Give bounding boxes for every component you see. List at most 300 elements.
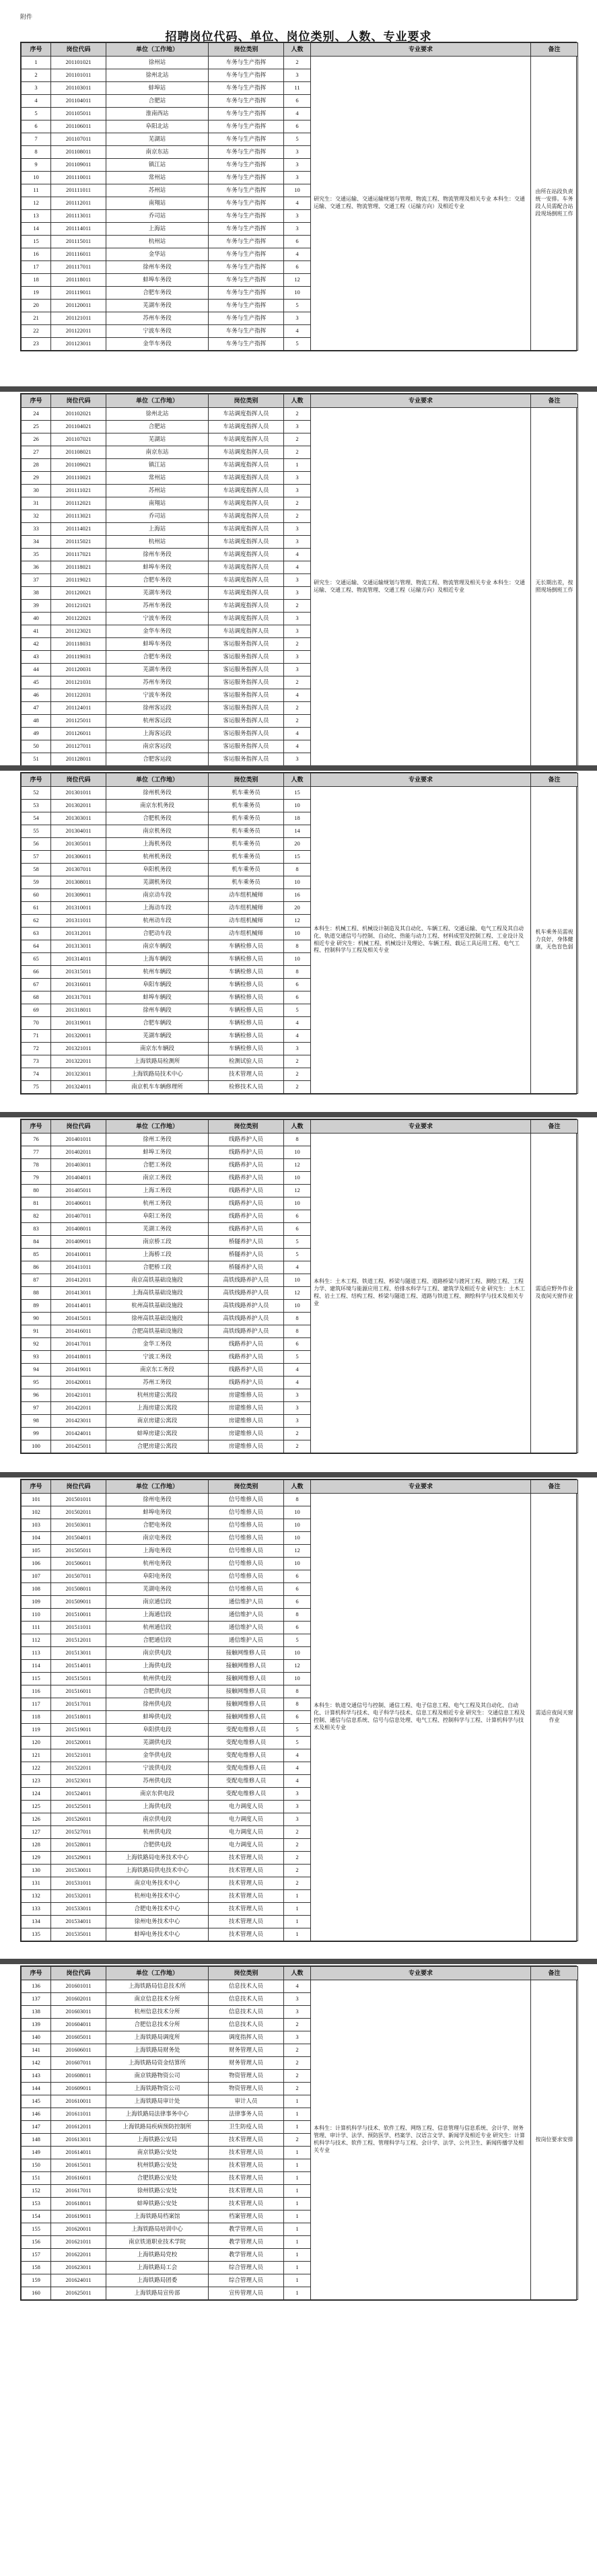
cell-unit: 南京电务技术中心 xyxy=(106,1877,209,1890)
cell-seq: 57 xyxy=(22,851,51,864)
cell-unit: 芜湖机务段 xyxy=(106,876,209,889)
cell-position-type: 机车乘务员 xyxy=(209,812,284,825)
cell-headcount: 1 xyxy=(284,1903,311,1916)
cell-position-type: 线路养护人员 xyxy=(209,1172,284,1185)
cell-headcount: 5 xyxy=(284,300,311,312)
cell-headcount: 1 xyxy=(284,2172,311,2185)
cell-headcount: 3 xyxy=(284,146,311,159)
cell-seq: 35 xyxy=(22,549,51,561)
cell-position-code: 201612011 xyxy=(51,2121,106,2134)
cell-seq: 113 xyxy=(22,1647,51,1660)
cell-headcount: 8 xyxy=(284,1685,311,1698)
cell-position-code: 201613011 xyxy=(51,2134,106,2147)
cell-unit: 合肥电务段 xyxy=(106,1519,209,1532)
cell-position-type: 车站调度指挥人员 xyxy=(209,497,284,510)
cell-position-type: 线路养护人员 xyxy=(209,1364,284,1377)
page-separator xyxy=(0,1959,597,1964)
cell-position-type: 通信维护人员 xyxy=(209,1596,284,1609)
cell-position-type: 车务与生产指挥 xyxy=(209,133,284,146)
cell-unit: 上海站 xyxy=(106,523,209,536)
cell-headcount: 3 xyxy=(284,69,311,82)
cell-position-code: 201110011 xyxy=(51,172,106,184)
cell-seq: 76 xyxy=(22,1134,51,1146)
cell-position-code: 201420011 xyxy=(51,1377,106,1389)
cell-position-code: 201127011 xyxy=(51,740,106,753)
header-position-type: 岗位类别 xyxy=(209,773,284,787)
cell-seq: 68 xyxy=(22,991,51,1004)
cell-headcount: 4 xyxy=(284,1364,311,1377)
cell-position-code: 201111011 xyxy=(51,184,106,197)
cell-position-type: 变配电维修人员 xyxy=(209,1762,284,1775)
cell-seq: 155 xyxy=(22,2223,51,2236)
cell-position-code: 201425011 xyxy=(51,1440,106,1453)
cell-position-code: 201104021 xyxy=(51,421,106,433)
cell-position-type: 通信维护人员 xyxy=(209,1634,284,1647)
cell-position-code: 201617011 xyxy=(51,2185,106,2198)
cell-headcount: 3 xyxy=(284,625,311,638)
cell-unit: 南京东机务段 xyxy=(106,800,209,812)
cell-seq: 48 xyxy=(22,715,51,728)
cell-seq: 112 xyxy=(22,1634,51,1647)
cell-position-type: 信号维修人员 xyxy=(209,1583,284,1596)
cell-headcount: 5 xyxy=(284,133,311,146)
cell-seq: 39 xyxy=(22,600,51,613)
cell-headcount: 4 xyxy=(284,740,311,753)
cell-position-code: 201118021 xyxy=(51,561,106,574)
cell-position-code: 201622011 xyxy=(51,2249,106,2262)
cell-seq: 6 xyxy=(22,120,51,133)
cell-unit: 杭州铁路公安处 xyxy=(106,2159,209,2172)
cell-position-type: 车务与生产指挥 xyxy=(209,287,284,300)
cell-unit: 徐州北站 xyxy=(106,408,209,421)
cell-headcount: 2 xyxy=(284,2134,311,2147)
cell-position-code: 201313011 xyxy=(51,940,106,953)
cell-seq: 96 xyxy=(22,1389,51,1402)
cell-headcount: 3 xyxy=(284,1043,311,1055)
header-unit: 单位（工作地） xyxy=(106,1480,209,1494)
cell-headcount: 20 xyxy=(284,902,311,915)
cell-unit: 杭州站 xyxy=(106,236,209,248)
cell-position-code: 201508011 xyxy=(51,1583,106,1596)
cell-seq: 21 xyxy=(22,312,51,325)
cell-seq: 24 xyxy=(22,408,51,421)
cell-headcount: 15 xyxy=(284,787,311,800)
cell-position-code: 201120031 xyxy=(51,664,106,676)
cell-position-code: 201514011 xyxy=(51,1660,106,1673)
cell-position-type: 车务与生产指挥 xyxy=(209,236,284,248)
cell-headcount: 6 xyxy=(284,95,311,108)
cell-position-code: 201534011 xyxy=(51,1916,106,1928)
cell-position-type: 法律事务人员 xyxy=(209,2108,284,2121)
cell-seq: 59 xyxy=(22,876,51,889)
cell-seq: 152 xyxy=(22,2185,51,2198)
cell-unit: 阜阳车辆段 xyxy=(106,979,209,991)
cell-seq: 111 xyxy=(22,1622,51,1634)
cell-position-code: 201519011 xyxy=(51,1724,106,1737)
cell-headcount: 2 xyxy=(284,1852,311,1865)
cell-seq: 44 xyxy=(22,664,51,676)
cell-position-type: 客运服务指挥人员 xyxy=(209,638,284,651)
cell-unit: 宁波工务段 xyxy=(106,1351,209,1364)
cell-seq: 142 xyxy=(22,2057,51,2070)
cell-seq: 154 xyxy=(22,2211,51,2223)
cell-headcount: 10 xyxy=(284,800,311,812)
cell-seq: 92 xyxy=(22,1338,51,1351)
recruitment-table xyxy=(21,1480,578,1941)
cell-position-code: 201306011 xyxy=(51,851,106,864)
cell-headcount: 5 xyxy=(284,1351,311,1364)
cell-seq: 55 xyxy=(22,825,51,838)
cell-unit: 上海铁路公安局 xyxy=(106,2134,209,2147)
cell-unit: 上海铁路局宣传部 xyxy=(106,2287,209,2300)
cell-seq: 160 xyxy=(22,2287,51,2300)
header-major-requirements: 专业要求 xyxy=(311,43,531,57)
cell-seq: 13 xyxy=(22,210,51,223)
cell-position-code: 201516011 xyxy=(51,1685,106,1698)
cell-unit: 上海铁路局审计处 xyxy=(106,2095,209,2108)
cell-unit: 上海供电段 xyxy=(106,1660,209,1673)
cell-seq: 123 xyxy=(22,1775,51,1788)
header-unit: 单位（工作地） xyxy=(106,394,209,408)
cell-unit: 合肥客运段 xyxy=(106,753,209,766)
cell-unit: 阜阳供电段 xyxy=(106,1724,209,1737)
cell-unit: 杭州站 xyxy=(106,536,209,549)
cell-headcount: 3 xyxy=(284,536,311,549)
cell-headcount: 3 xyxy=(284,574,311,587)
cell-position-type: 接触网维修人员 xyxy=(209,1660,284,1673)
cell-headcount: 1 xyxy=(284,1928,311,1941)
cell-position-code: 201107011 xyxy=(51,133,106,146)
cell-position-code: 201602011 xyxy=(51,1993,106,2006)
cell-headcount: 4 xyxy=(284,728,311,740)
cell-position-type: 桥隧养护人员 xyxy=(209,1236,284,1249)
cell-headcount: 1 xyxy=(284,1916,311,1928)
cell-seq: 148 xyxy=(22,2134,51,2147)
cell-unit: 蚌埠工务段 xyxy=(106,1146,209,1159)
cell-position-code: 201616011 xyxy=(51,2172,106,2185)
table-row xyxy=(22,1134,578,1146)
table-row xyxy=(22,1494,578,1506)
cell-position-type: 线路养护人员 xyxy=(209,1159,284,1172)
cell-unit: 蚌埠站 xyxy=(106,82,209,95)
cell-seq: 20 xyxy=(22,300,51,312)
cell-unit: 苏州车务段 xyxy=(106,600,209,613)
cell-unit: 上海铁路局党校 xyxy=(106,2249,209,2262)
cell-position-type: 审计人员 xyxy=(209,2095,284,2108)
cell-seq: 74 xyxy=(22,1068,51,1081)
cell-position-code: 201502011 xyxy=(51,1506,106,1519)
cell-unit: 乔司站 xyxy=(106,510,209,523)
cell-headcount: 12 xyxy=(284,1545,311,1558)
cell-position-code: 201601011 xyxy=(51,1980,106,1993)
cell-headcount: 4 xyxy=(284,549,311,561)
cell-unit: 苏州站 xyxy=(106,184,209,197)
cell-unit: 徐州车务段 xyxy=(106,549,209,561)
cell-position-code: 201302011 xyxy=(51,800,106,812)
cell-position-code: 201123011 xyxy=(51,338,106,351)
cell-unit: 南京供电段 xyxy=(106,1647,209,1660)
cell-headcount: 4 xyxy=(284,108,311,120)
cell-headcount: 1 xyxy=(284,2274,311,2287)
cell-position-type: 高铁线路养护人员 xyxy=(209,1325,284,1338)
cell-headcount: 8 xyxy=(284,864,311,876)
cell-unit: 合肥供电段 xyxy=(106,1685,209,1698)
cell-position-code: 201520011 xyxy=(51,1737,106,1749)
cell-headcount: 2 xyxy=(284,1877,311,1890)
cell-headcount: 3 xyxy=(284,2006,311,2019)
cell-position-type: 车务与生产指挥 xyxy=(209,108,284,120)
cell-seq: 17 xyxy=(22,261,51,274)
cell-seq: 43 xyxy=(22,651,51,664)
cell-headcount: 2 xyxy=(284,57,311,69)
cell-position-code: 201518011 xyxy=(51,1711,106,1724)
cell-headcount: 1 xyxy=(284,2185,311,2198)
cell-position-type: 车务与生产指挥 xyxy=(209,312,284,325)
cell-headcount: 8 xyxy=(284,1609,311,1622)
cell-unit: 蚌埠车辆段 xyxy=(106,991,209,1004)
cell-headcount: 4 xyxy=(284,1017,311,1030)
cell-position-code: 201122011 xyxy=(51,325,106,338)
cell-unit: 芜湖站 xyxy=(106,433,209,446)
cell-position-type: 车务与生产指挥 xyxy=(209,120,284,133)
table-page xyxy=(20,1119,577,1454)
cell-position-code: 201610011 xyxy=(51,2095,106,2108)
cell-position-type: 财务管理人员 xyxy=(209,2057,284,2070)
cell-seq: 28 xyxy=(22,459,51,472)
cell-unit: 南京供电段 xyxy=(106,1813,209,1826)
cell-seq: 140 xyxy=(22,2031,51,2044)
cell-headcount: 1 xyxy=(284,2262,311,2274)
cell-position-type: 接触网维修人员 xyxy=(209,1698,284,1711)
cell-position-type: 技术管理人员 xyxy=(209,2172,284,2185)
cell-headcount: 3 xyxy=(284,651,311,664)
cell-seq: 98 xyxy=(22,1415,51,1428)
cell-headcount: 2 xyxy=(284,1068,311,1081)
cell-position-code: 201109021 xyxy=(51,459,106,472)
cell-headcount: 10 xyxy=(284,184,311,197)
header-position-code: 岗位代码 xyxy=(51,773,106,787)
cell-position-code: 201620011 xyxy=(51,2223,106,2236)
cell-unit: 金华供电段 xyxy=(106,1749,209,1762)
cell-headcount: 3 xyxy=(284,1993,311,2006)
cell-seq: 108 xyxy=(22,1583,51,1596)
cell-position-code: 201111021 xyxy=(51,485,106,497)
cell-headcount: 1 xyxy=(284,2159,311,2172)
cell-position-code: 201618011 xyxy=(51,2198,106,2211)
cell-position-type: 车辆检修人员 xyxy=(209,1043,284,1055)
cell-position-type: 车务与生产指挥 xyxy=(209,95,284,108)
cell-position-code: 201623011 xyxy=(51,2262,106,2274)
cell-position-type: 技术管理人员 xyxy=(209,1903,284,1916)
cell-position-code: 201526011 xyxy=(51,1813,106,1826)
cell-headcount: 1 xyxy=(284,2147,311,2159)
recruitment-table xyxy=(21,1119,578,1453)
cell-headcount: 16 xyxy=(284,889,311,902)
cell-position-code: 201315011 xyxy=(51,966,106,979)
cell-unit: 合肥动车段 xyxy=(106,928,209,940)
cell-seq: 158 xyxy=(22,2262,51,2274)
cell-unit: 上海铁路局资金结算所 xyxy=(106,2057,209,2070)
cell-headcount: 3 xyxy=(284,159,311,172)
cell-unit: 杭州动车段 xyxy=(106,915,209,928)
cell-position-code: 201607011 xyxy=(51,2057,106,2070)
cell-position-type: 检修技术人员 xyxy=(209,1081,284,1094)
cell-position-code: 201107021 xyxy=(51,433,106,446)
cell-unit: 合肥供电段 xyxy=(106,1839,209,1852)
cell-unit: 宁波供电段 xyxy=(106,1762,209,1775)
cell-position-type: 信号维修人员 xyxy=(209,1506,284,1519)
cell-position-code: 201305011 xyxy=(51,838,106,851)
cell-seq: 16 xyxy=(22,248,51,261)
cell-seq: 67 xyxy=(22,979,51,991)
page-separator xyxy=(0,765,597,771)
cell-unit: 徐州车辆段 xyxy=(106,1004,209,1017)
cell-remarks: 按岗位要求安排 xyxy=(531,1980,578,2300)
cell-position-type: 机车乘务员 xyxy=(209,825,284,838)
cell-unit: 南京工务段 xyxy=(106,1172,209,1185)
cell-position-type: 车务与生产指挥 xyxy=(209,82,284,95)
cell-unit: 杭州信息技术分所 xyxy=(106,2006,209,2019)
header-unit: 单位（工作地） xyxy=(106,773,209,787)
cell-unit: 徐州车务段 xyxy=(106,261,209,274)
cell-headcount: 6 xyxy=(284,1596,311,1609)
cell-position-code: 201524011 xyxy=(51,1788,106,1801)
cell-seq: 144 xyxy=(22,2083,51,2095)
cell-seq: 29 xyxy=(22,472,51,485)
cell-headcount: 12 xyxy=(284,1159,311,1172)
cell-position-code: 201413011 xyxy=(51,1287,106,1300)
cell-unit: 南京桥工段 xyxy=(106,1236,209,1249)
cell-unit: 宁波车务段 xyxy=(106,613,209,625)
cell-position-type: 车辆检修人员 xyxy=(209,1030,284,1043)
cell-unit: 徐州工务段 xyxy=(106,1134,209,1146)
cell-seq: 79 xyxy=(22,1172,51,1185)
cell-seq: 86 xyxy=(22,1261,51,1274)
cell-position-type: 信号维修人员 xyxy=(209,1570,284,1583)
cell-headcount: 12 xyxy=(284,1185,311,1197)
header-seq: 序号 xyxy=(22,1480,51,1494)
cell-unit: 杭州机务段 xyxy=(106,851,209,864)
cell-unit: 阜阳机务段 xyxy=(106,864,209,876)
cell-headcount: 4 xyxy=(284,1377,311,1389)
cell-headcount: 10 xyxy=(284,876,311,889)
cell-seq: 110 xyxy=(22,1609,51,1622)
header-position-type: 岗位类别 xyxy=(209,1480,284,1494)
cell-position-type: 高铁线路养护人员 xyxy=(209,1313,284,1325)
cell-position-type: 车辆检修人员 xyxy=(209,1017,284,1030)
cell-major-requirements: 研究生：交通运输、交通运输规划与管理、物流工程、物流管理及相关专业 本科生：交通运输、交通工程、物流管理、交通工程（运输方向）及相近专业 xyxy=(311,408,531,766)
cell-position-type: 车站调度指挥人员 xyxy=(209,510,284,523)
table-header-row xyxy=(22,1120,578,1134)
cell-position-type: 机车乘务员 xyxy=(209,838,284,851)
cell-headcount: 5 xyxy=(284,1249,311,1261)
cell-unit: 合肥桥工段 xyxy=(106,1261,209,1274)
cell-position-code: 201311011 xyxy=(51,915,106,928)
attachment-label: 附件 xyxy=(20,13,33,20)
cell-unit: 宁波车务段 xyxy=(106,325,209,338)
cell-position-code: 201625011 xyxy=(51,2287,106,2300)
cell-seq: 153 xyxy=(22,2198,51,2211)
cell-position-code: 201421011 xyxy=(51,1389,106,1402)
cell-position-code: 201507011 xyxy=(51,1570,106,1583)
cell-position-code: 201423011 xyxy=(51,1415,106,1428)
cell-seq: 40 xyxy=(22,613,51,625)
cell-position-code: 201317011 xyxy=(51,991,106,1004)
cell-position-type: 车务与生产指挥 xyxy=(209,197,284,210)
cell-seq: 87 xyxy=(22,1274,51,1287)
cell-position-type: 技术管理人员 xyxy=(209,1890,284,1903)
header-unit: 单位（工作地） xyxy=(106,1967,209,1980)
cell-unit: 徐州机务段 xyxy=(106,787,209,800)
cell-headcount: 10 xyxy=(284,1673,311,1685)
cell-seq: 37 xyxy=(22,574,51,587)
header-remarks: 备注 xyxy=(531,43,578,57)
header-unit: 单位（工作地） xyxy=(106,43,209,57)
cell-seq: 139 xyxy=(22,2019,51,2031)
cell-position-code: 201104011 xyxy=(51,95,106,108)
cell-headcount: 3 xyxy=(284,753,311,766)
cell-unit: 合肥机务段 xyxy=(106,812,209,825)
cell-position-type: 物资管理人员 xyxy=(209,2070,284,2083)
cell-position-code: 201424011 xyxy=(51,1428,106,1440)
cell-unit: 徐州北站 xyxy=(106,69,209,82)
cell-unit: 苏州车务段 xyxy=(106,676,209,689)
cell-position-code: 201515011 xyxy=(51,1673,106,1685)
cell-position-code: 201119011 xyxy=(51,287,106,300)
cell-position-code: 201113021 xyxy=(51,510,106,523)
cell-unit: 芜湖车务段 xyxy=(106,664,209,676)
cell-headcount: 2 xyxy=(284,638,311,651)
cell-seq: 119 xyxy=(22,1724,51,1737)
cell-unit: 徐州供电段 xyxy=(106,1698,209,1711)
cell-unit: 金华车务段 xyxy=(106,625,209,638)
cell-seq: 32 xyxy=(22,510,51,523)
cell-unit: 南京动车段 xyxy=(106,889,209,902)
cell-position-code: 201119031 xyxy=(51,651,106,664)
cell-unit: 南京机务段 xyxy=(106,825,209,838)
cell-position-type: 调度指挥人员 xyxy=(209,2031,284,2044)
cell-position-code: 201624011 xyxy=(51,2274,106,2287)
cell-unit: 杭州通信段 xyxy=(106,1622,209,1634)
cell-position-code: 201533011 xyxy=(51,1903,106,1916)
cell-unit: 上海铁路局团委 xyxy=(106,2274,209,2287)
table-page xyxy=(20,42,577,351)
cell-unit: 蚌埠电务技术中心 xyxy=(106,1928,209,1941)
cell-position-type: 车站调度指挥人员 xyxy=(209,574,284,587)
cell-unit: 常州站 xyxy=(106,172,209,184)
cell-headcount: 10 xyxy=(284,287,311,300)
cell-headcount: 2 xyxy=(284,715,311,728)
cell-headcount: 4 xyxy=(284,1030,311,1043)
cell-unit: 芜湖站 xyxy=(106,133,209,146)
cell-headcount: 2 xyxy=(284,702,311,715)
cell-headcount: 3 xyxy=(284,1788,311,1801)
header-headcount: 人数 xyxy=(284,1480,311,1494)
cell-headcount: 3 xyxy=(284,485,311,497)
header-position-code: 岗位代码 xyxy=(51,1120,106,1134)
cell-position-code: 201535011 xyxy=(51,1928,106,1941)
cell-position-type: 车站调度指挥人员 xyxy=(209,421,284,433)
cell-unit: 蚌埠车务段 xyxy=(106,638,209,651)
cell-position-code: 201112021 xyxy=(51,497,106,510)
cell-position-type: 接触网维修人员 xyxy=(209,1711,284,1724)
header-position-code: 岗位代码 xyxy=(51,1480,106,1494)
cell-seq: 11 xyxy=(22,184,51,197)
cell-position-code: 201619011 xyxy=(51,2211,106,2223)
cell-seq: 143 xyxy=(22,2070,51,2083)
cell-seq: 116 xyxy=(22,1685,51,1698)
cell-headcount: 10 xyxy=(284,1300,311,1313)
